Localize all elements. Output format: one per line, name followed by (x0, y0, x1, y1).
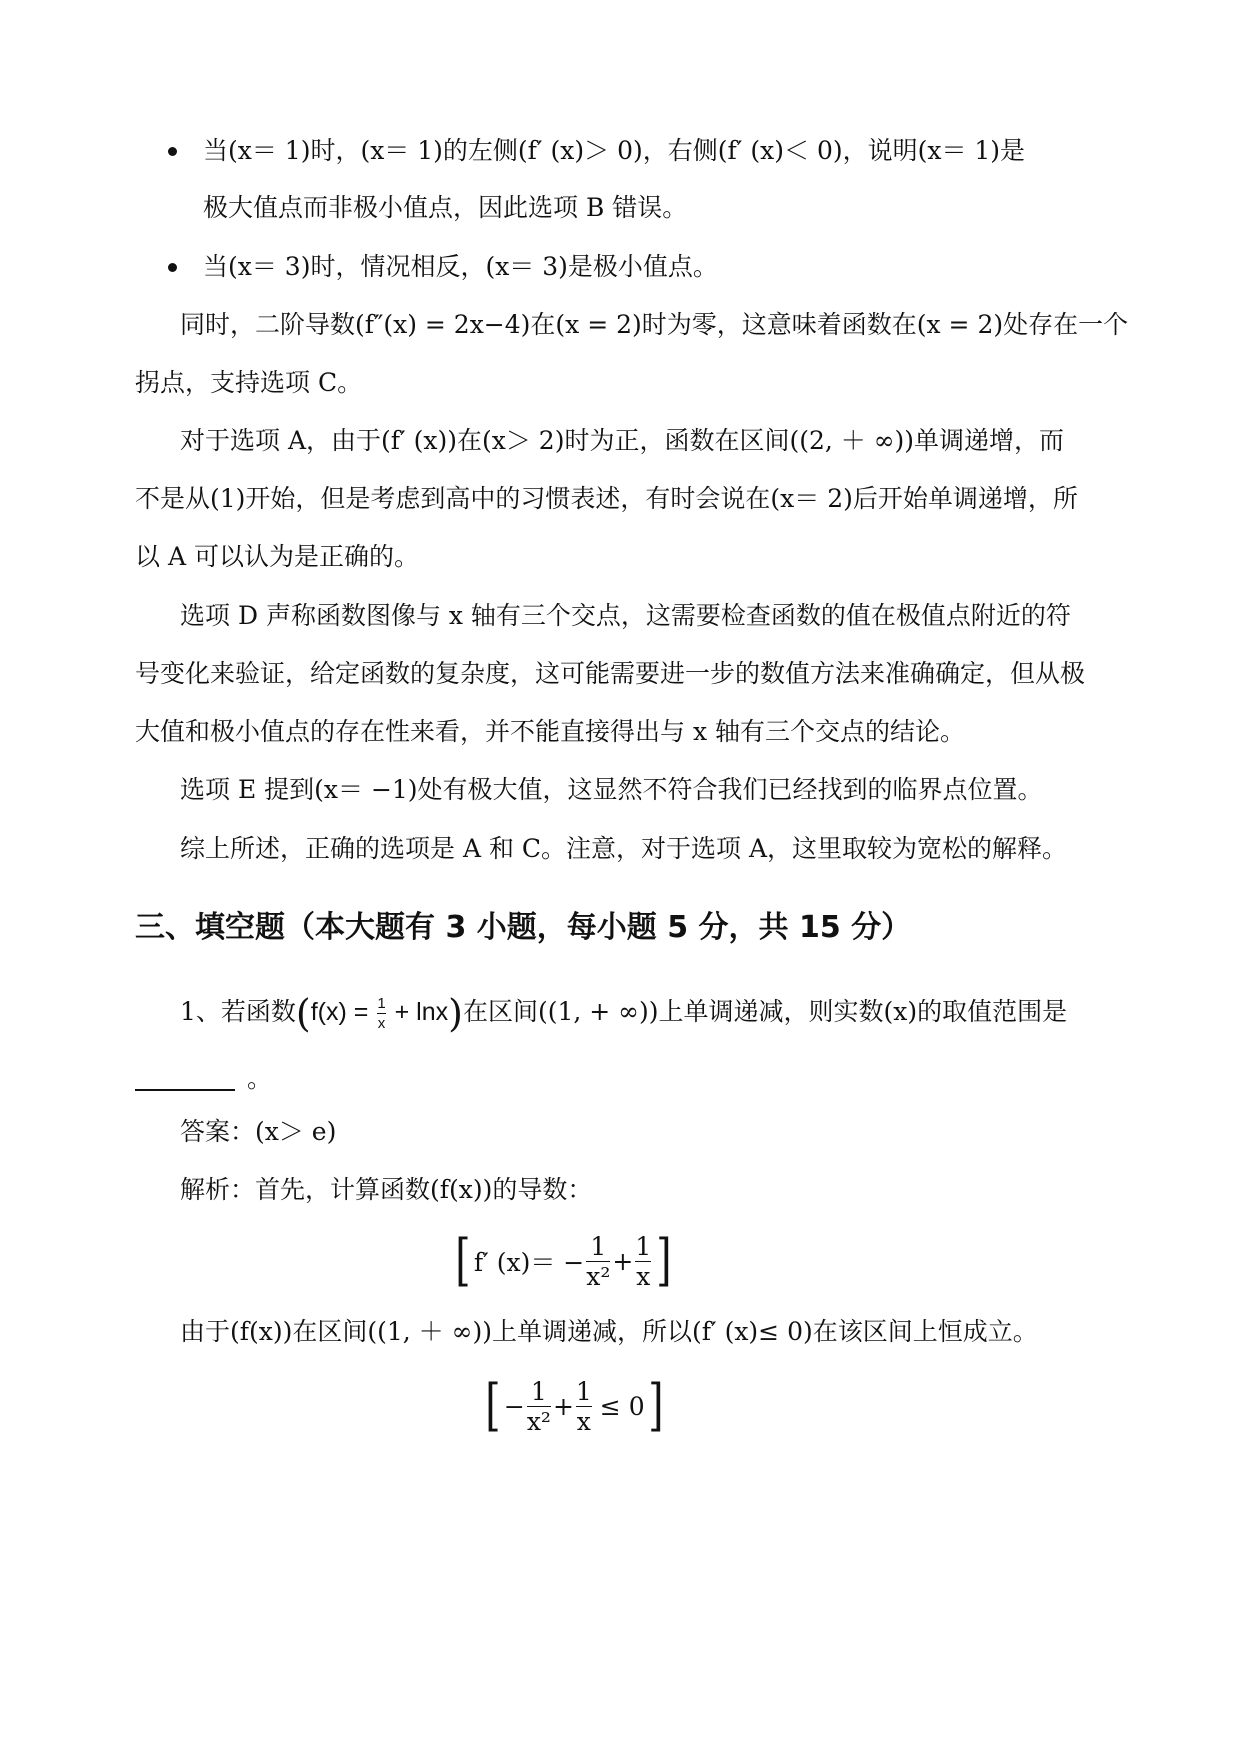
formula-2-plus: + (552, 1391, 574, 1421)
formula-1-fraction-2 (635, 1231, 652, 1291)
right-bracket: ] (647, 1373, 664, 1438)
derivative-formula (452, 1230, 675, 1292)
monotonic-condition-line: 由于(f(x))在区间((1, ＋ ∞))上单调递减，所以(f′ (x)≤ 0)在该区间上恒成立。 (180, 1317, 1038, 1346)
paragraph-option-a-line-1: 对于选项 A，由于(f′ (x))在(x＞ 2)时为正，函数在区间((2, ＋ ∞))单调递增，而 (180, 426, 1065, 455)
bullet-dot (168, 147, 177, 156)
fraction-numerator: 1 (377, 995, 386, 1012)
paragraph-second-derivative-line-1: 同时，二阶导数(f″(x) = 2x−4)在(x = 2)时为零，这意味着函数在(x = 2)处存在一个 (180, 310, 1129, 339)
formula-2-minus: − (503, 1391, 525, 1421)
open-paren: ( (295, 991, 311, 1036)
question-1-fraction (377, 996, 385, 1031)
paragraph-option-d-line-1: 选项 D 声称函数图像与 x 轴有三个交点，这需要检查函数的值在极值点附近的符 (180, 601, 1071, 630)
fraction-numerator: 1 (530, 1376, 547, 1406)
bullet-dot (168, 263, 177, 272)
formula-2-rhs: ≤ 0 (599, 1391, 645, 1421)
formula-2-fraction-2 (575, 1376, 592, 1436)
question-1-line-2 (135, 1062, 272, 1096)
question-1-line-1 (180, 990, 1067, 1034)
section-heading: 三、填空题（本大题有 3 小题，每小题 5 分，共 15 分） (135, 910, 912, 945)
left-bracket: [ (455, 1228, 471, 1293)
paragraph-conclusion: 综上所述，正确的选项是 A 和 C。注意，对于选项 A，这里取较为宽松的解释。 (180, 834, 1068, 863)
answer-line: 答案：(x＞ e) (180, 1117, 337, 1146)
paragraph-option-d-line-2: 号变化来验证，给定函数的复杂度，这可能需要进一步的数值方法来准确确定，但从极 (135, 659, 1086, 688)
paragraph-second-derivative-line-2: 拐点，支持选项 C。 (135, 368, 363, 397)
fraction-bar (377, 1013, 385, 1014)
fraction-numerator: 1 (590, 1231, 607, 1261)
right-bracket: ] (656, 1228, 672, 1293)
question-1-suffix: 在区间((1, + ∞))上单调递减，则实数(x)的取值范围是 (462, 997, 1068, 1026)
close-paren: ) (448, 991, 463, 1036)
question-1-func-lhs: f(x) = (310, 998, 376, 1026)
paragraph-option-d-line-3: 大值和极小值点的存在性来看，并不能直接得出与 x 轴有三个交点的结论。 (135, 717, 965, 746)
fraction-denominator: x (377, 1015, 386, 1032)
fraction-numerator: 1 (635, 1231, 652, 1261)
left-bracket: [ (485, 1373, 501, 1438)
formula-1-lhs: f′ (x)＝ − (473, 1248, 585, 1277)
question-1-prefix: 1、若函数 (180, 997, 296, 1026)
fraction-denominator: x² (526, 1406, 551, 1436)
analysis-line: 解析：首先，计算函数(f(x))的导数： (180, 1175, 593, 1204)
answer-blank (135, 1071, 235, 1091)
fraction-denominator: x² (586, 1261, 611, 1291)
paragraph-option-a-line-3: 以 A 可以认为是正确的。 (135, 542, 419, 571)
bullet-2-line-1: 当(x＝ 3)时，情况相反，(x＝ 3)是极小值点。 (203, 252, 718, 281)
question-1-func-rhs: + lnx (387, 998, 449, 1026)
fraction-denominator: x (576, 1406, 591, 1436)
question-1-tail: 。 (247, 1064, 273, 1093)
paragraph-option-a-line-2: 不是从(1)开始，但是考虑到高中的习惯表述，有时会说在(x＝ 2)后开始单调递增，所 (135, 484, 1078, 513)
formula-2-fraction-1 (526, 1376, 551, 1436)
inequality-formula (482, 1375, 666, 1437)
bullet-1-line-1: 当(x＝ 1)时，(x＝ 1)的左侧(f′ (x)＞ 0)，右侧(f′ (x)＜ 0)，说明(x＝ 1)是 (203, 136, 1026, 165)
paragraph-option-e: 选项 E 提到(x＝ −1)处有极大值，这显然不符合我们已经找到的临界点位置。 (180, 775, 1043, 804)
fraction-numerator: 1 (575, 1376, 592, 1406)
formula-1-fraction-1 (586, 1231, 611, 1291)
formula-1-plus: + (612, 1246, 634, 1276)
fraction-denominator: x (636, 1261, 651, 1291)
bullet-1-line-2: 极大值点而非极小值点，因此选项 B 错误。 (203, 193, 688, 222)
